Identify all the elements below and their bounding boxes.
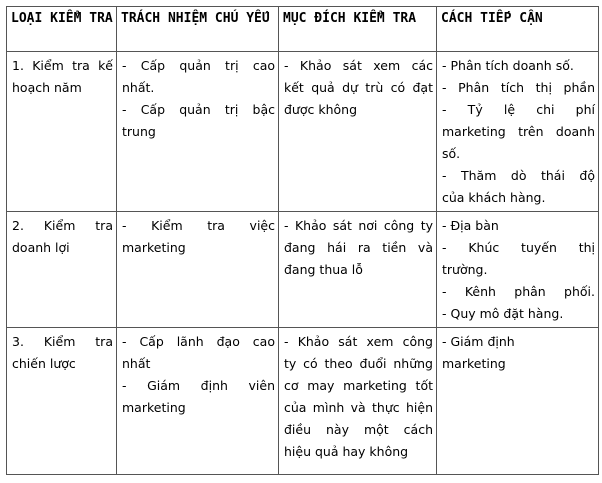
purpose-cell: - Khảo sát xem các kết quả dự trù có đạt được không: [279, 52, 437, 212]
approach-cell: - Địa bàn - Khúc tuyến thị trường. - Kênh phân phối. - Quy mô đặt hàng.: [437, 212, 599, 328]
purpose-cell: - Khảo sát xem công ty có theo đuổi những cơ may marketing tốt của mình và thực hiện điều này một cách hiệu quả hay không: [279, 328, 437, 475]
table-row: [7, 52, 599, 212]
approach-cell: - Giám định marketing: [437, 328, 599, 475]
control-types-table: [6, 6, 599, 475]
purpose-cell: - Khảo sát nơi công ty đang hái ra tiền và đang thua lỗ: [279, 212, 437, 328]
responsibility-cell: - Cấp lãnh đạo cao nhất - Giám định viên marketing: [117, 328, 279, 475]
type-cell: 3. Kiểm tra chiến lược: [7, 328, 117, 475]
responsibility-cell: - Kiểm tra việc marketing: [117, 212, 279, 328]
responsibility-cell: - Cấp quản trị cao nhất. - Cấp quản trị bậc trung: [117, 52, 279, 212]
header-cell: LOẠI KIỂM TRA: [7, 7, 117, 52]
header-row: [7, 7, 599, 52]
header-cell: CÁCH TIẾP CẬN: [437, 7, 599, 52]
table-row: [7, 212, 599, 328]
type-cell: 2. Kiểm tra doanh lợi: [7, 212, 117, 328]
table-row: [7, 328, 599, 475]
type-cell: 1. Kiểm tra kế hoạch năm: [7, 52, 117, 212]
approach-cell: - Phân tích doanh số. - Phân tích thị phần - Tỷ lệ chi phí marketing trên doanh số. - Thăm dò thái độ của khách hàng.: [437, 52, 599, 212]
header-cell: TRÁCH NHIỆM CHÚ YẾU: [117, 7, 279, 52]
header-cell: MỤC ĐÍCH KIỂM TRA: [279, 7, 437, 52]
